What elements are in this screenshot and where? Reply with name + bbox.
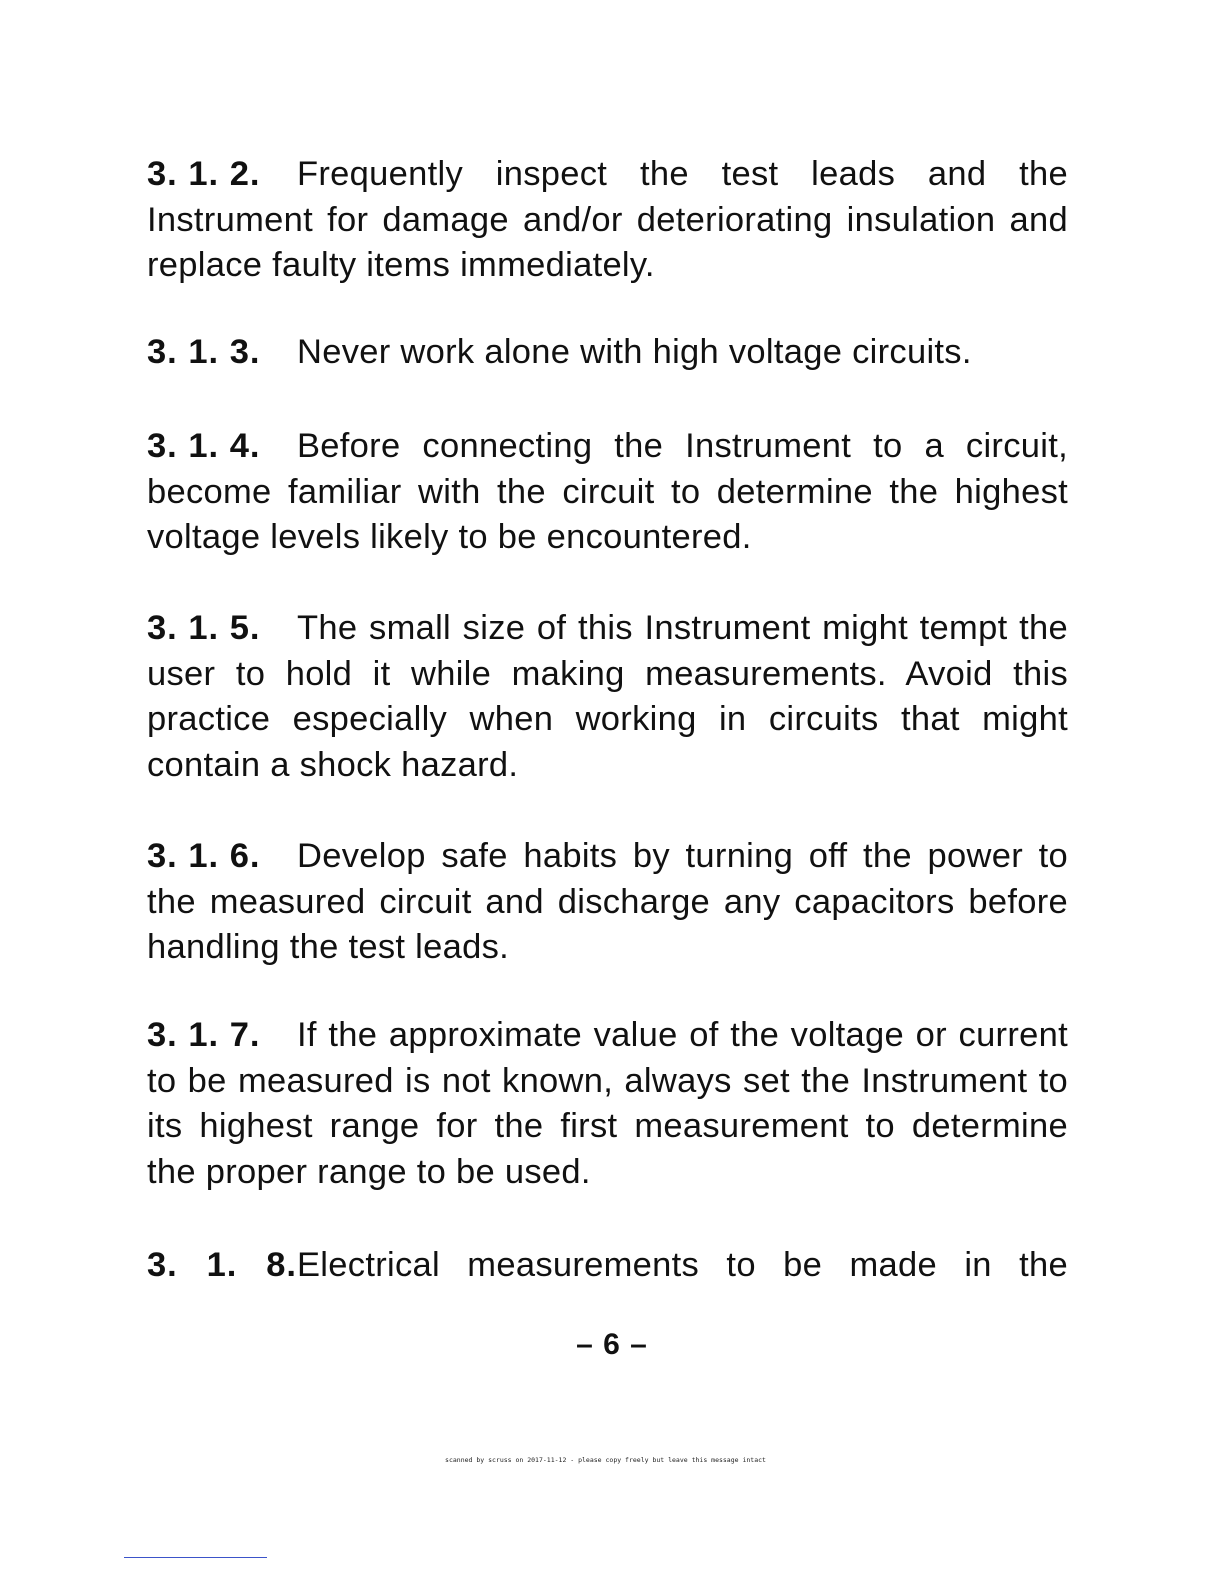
paragraph-3-1-2 [147,152,1068,289]
paragraph-3-1-7 [147,1013,1068,1196]
section-number: 3. 1. 8. [147,1246,297,1284]
paragraph-text: The small size of this Instrument might tempt the user to hold it while making measurements. Avoid this practice especially when working in circuits that might contain a shock hazard. [147,609,1068,785]
paragraph-3-1-3 [147,330,1068,376]
paragraph-text: Develop safe habits by turning off the power to the measured circuit and discharge any capacitors before handling the test leads. [147,837,1068,967]
section-number: 3. 1. 2. [147,155,261,193]
section-number: 3. 1. 5. [147,609,261,647]
section-number: 3. 1. 6. [147,837,261,875]
footer-divider [124,1557,267,1558]
paragraph-text: Before connecting the Instrument to a circuit, become familiar with the circuit to determine the highest voltage levels likely to be encountered. [147,427,1068,557]
paragraph-3-1-8 [147,1243,1068,1289]
paragraph-text: Frequently inspect the test leads and the Instrument for damage and/or deteriorating insulation and replace faulty items immediately. [147,155,1068,285]
paragraph-3-1-5 [147,606,1068,789]
paragraph-text: If the approximate value of the voltage or current to be measured is not known, always set the Instrument to its highest range for the first measurement to determine the proper range to be used. [147,1016,1068,1192]
section-number: 3. 1. 3. [147,333,261,371]
section-number: 3. 1. 7. [147,1016,261,1054]
paragraph-3-1-6 [147,834,1068,971]
section-number: 3. 1. 4. [147,427,261,465]
paragraph-text: Electrical measurements to be made in the [297,1246,1068,1284]
page-number: – 6 – [576,1328,648,1361]
paragraph-3-1-4 [147,424,1068,561]
paragraph-text: Never work alone with high voltage circuits. [297,333,972,371]
scan-note: scanned by scruss on 2017-11-12 - please copy freely but leave this message intact [445,1456,766,1464]
